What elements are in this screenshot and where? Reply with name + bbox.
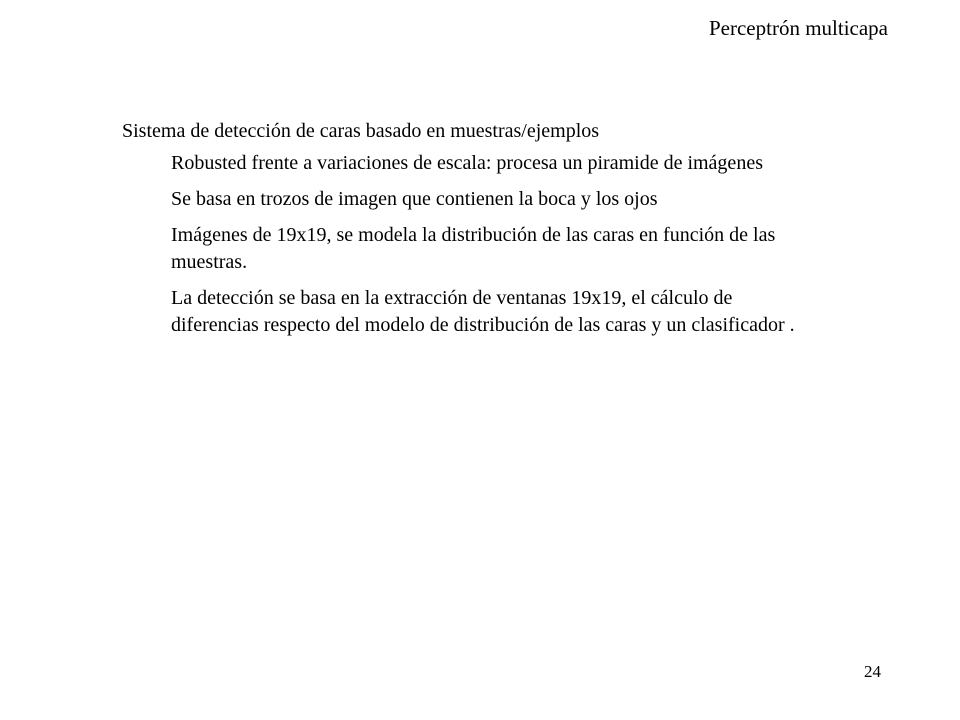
sub-bullet-list xyxy=(122,150,842,339)
slide-content xyxy=(122,118,842,348)
sub-bullet-point: La detección se basa en la extracción de ventanas 19x19, el cálculo de diferencias respecto del modelo de distribución de las caras y un clasificador . xyxy=(171,287,795,336)
slide-title: Perceptrón multicapa xyxy=(708,16,888,40)
main-bullet-point: Sistema de detección de caras basado en muestras/ejemplos xyxy=(122,120,600,142)
sub-bullet-point: Se basa en trozos de imagen que contienen la boca y los ojos xyxy=(171,188,658,210)
sub-bullet-point: Robusted frente a variaciones de escala: procesa un piramide de imágenes xyxy=(171,152,763,174)
sub-bullet-point: Imágenes de 19x19, se modela la distribución de las caras en función de las muestras. xyxy=(171,224,776,273)
page-number: 24 xyxy=(864,662,881,681)
